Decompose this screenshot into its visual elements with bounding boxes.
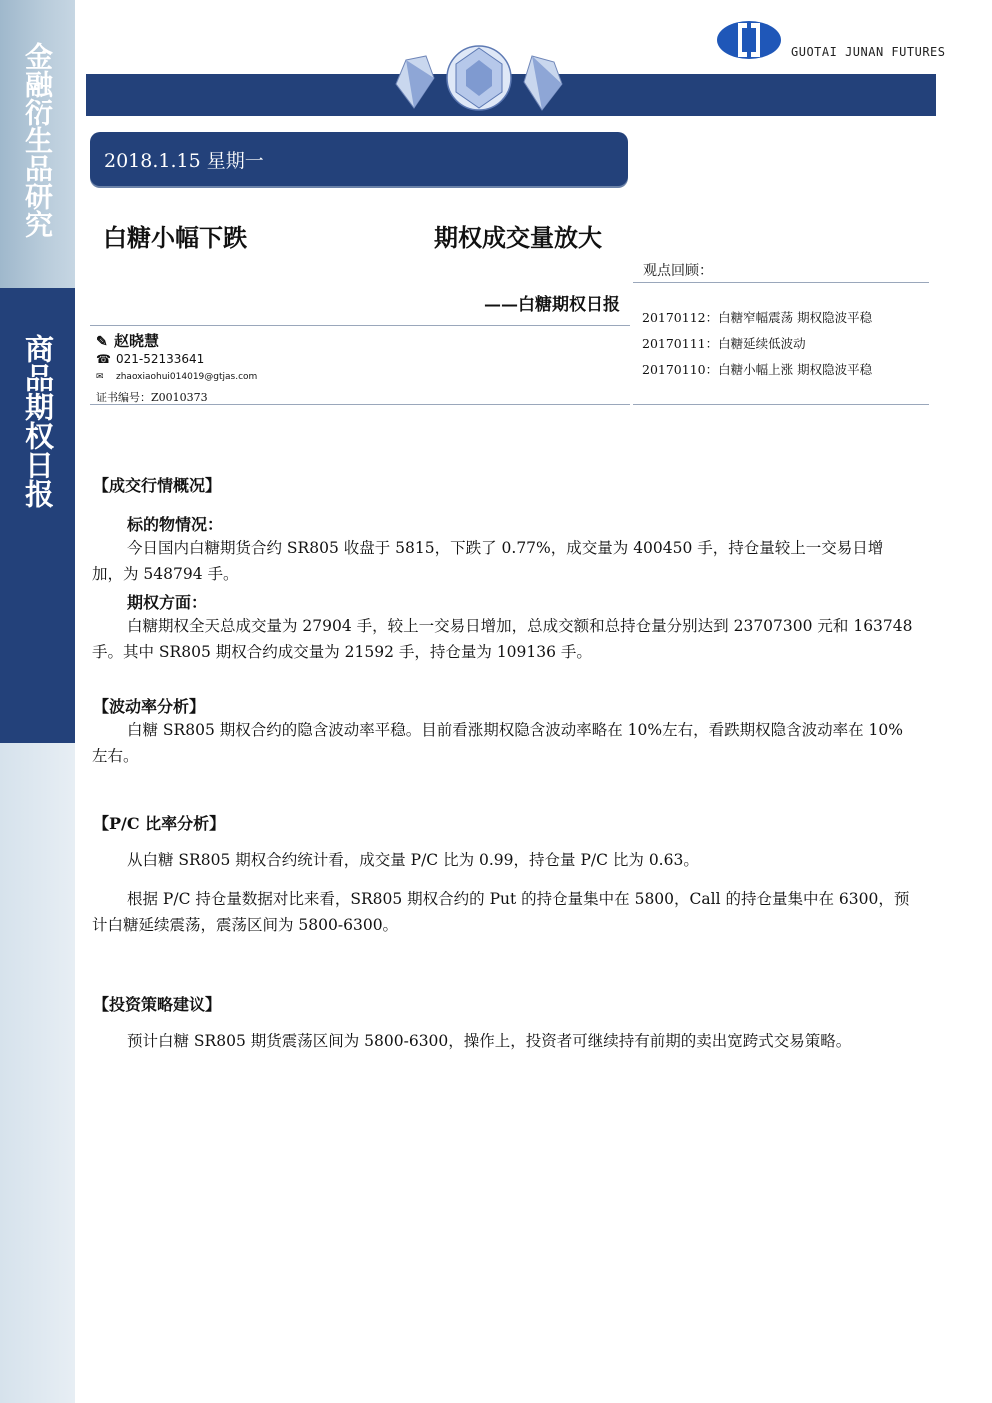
- paragraph-strategy: 预计白糖 SR805 期货震荡区间为 5800-6300，操作上，投资者可继续持有前期的卖出宽跨式交易策略。: [127, 1032, 852, 1050]
- pen-icon: ✎: [96, 334, 108, 350]
- section-title-strategy: 【投资策略建议】: [93, 995, 222, 1014]
- author-email[interactable]: zhaoxiaohui014019@gtjas.com: [116, 372, 258, 382]
- paragraph-pc-ratio-2: 根据 P/C 持仓量数据对比来看，SR805 期权合约的 Put 的持仓量集中在 5800，Call 的持仓量集中在 6300，预计白糖延续震荡，震荡区间为 5800-6300。: [92, 890, 910, 934]
- author-divider-top: [90, 325, 630, 326]
- paragraph-volatility: 白糖 SR805 期权合约的隐含波动率平稳。目前看涨期权隐含波动率略在 10%左右，看跌期权隐含波动率在 10%左右。: [92, 721, 903, 765]
- review-item: 20170110：白糖小幅上涨 期权隐波平稳: [642, 362, 873, 377]
- company-logo-icon: [716, 20, 782, 60]
- author-phone-row: [96, 352, 204, 366]
- headline-right: 期权成交量放大: [434, 223, 602, 252]
- review-divider-bottom: [633, 404, 929, 405]
- paragraph-underlying: 今日国内白糖期货合约 SR805 收盘于 5815，下跌了 0.77%，成交量为 400450 手，持仓量较上一交易日增加，为 548794 手。: [92, 539, 884, 583]
- sidebar-report-type-label: 商品期权日报: [21, 334, 55, 508]
- author-name: 赵晓慧: [114, 332, 160, 350]
- report-date-bar: [90, 132, 628, 186]
- phone-icon: ☎: [96, 352, 111, 366]
- sidebar-category-label: 金融衍生品研究: [21, 42, 54, 238]
- section-title-volatility: 【波动率分析】: [93, 697, 206, 716]
- author-certificate: 证书编号：Z0010373: [96, 391, 208, 404]
- report-date: 2018.1.15 星期一: [104, 150, 264, 172]
- author-divider-bottom: [90, 404, 630, 405]
- review-item: 20170111：白糖延续低波动: [642, 336, 806, 351]
- paragraph-pc-ratio-1: 从白糖 SR805 期权合约统计看，成交量 P/C 比为 0.99，持仓量 P/C 比为 0.63。: [127, 851, 699, 869]
- subsection-options: 期权方面：: [127, 593, 208, 612]
- report-subtitle: ——白糖期权日报: [484, 295, 620, 315]
- author-email-row: [96, 372, 257, 382]
- author-name-row: [96, 330, 159, 351]
- section-title-pc-ratio: 【P/C 比率分析】: [93, 814, 226, 833]
- company-brand-name: GUOTAI JUNAN FUTURES: [791, 45, 946, 59]
- headline-left: 白糖小幅下跌: [103, 223, 247, 252]
- section-title-market: 【成交行情概况】: [93, 476, 222, 495]
- review-item: 20170112：白糖窄幅震荡 期权隐波平稳: [642, 310, 873, 325]
- author-phone: 021-52133641: [116, 352, 205, 366]
- review-title: 观点回顾：: [643, 263, 713, 279]
- sidebar-bottom-panel: [0, 743, 75, 1403]
- subsection-underlying: 标的物情况：: [127, 515, 224, 534]
- review-divider-top: [633, 282, 929, 283]
- mail-icon: ✉: [96, 372, 104, 382]
- diamond-decoration-icon: [384, 38, 574, 124]
- paragraph-options: 白糖期权全天总成交量为 27904 手，较上一交易日增加，总成交额和总持仓量分别达到 23707300 元和 163748 手。其中 SR805 期权合约成交量为 21592 手，持仓量为 109136 手。: [92, 617, 913, 661]
